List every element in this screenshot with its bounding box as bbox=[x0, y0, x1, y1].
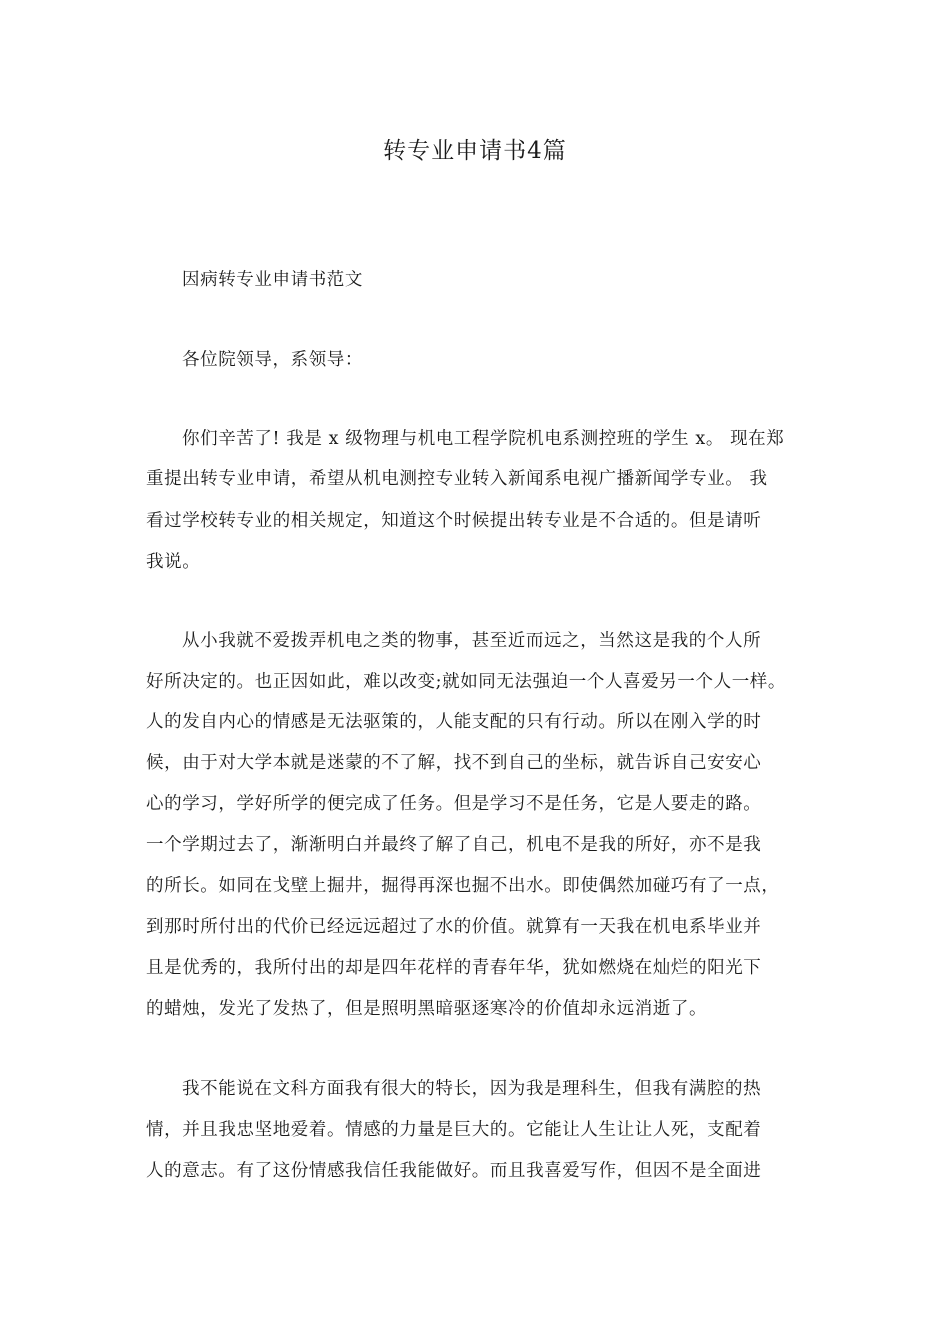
section-heading: 因病转专业申请书范文 bbox=[182, 270, 363, 290]
paragraph-line: 候，由于对大学本就是迷蒙的不了解，找不到自己的坐标，就告诉自己安安心 bbox=[146, 753, 762, 773]
paragraph-line: 我说。 bbox=[146, 552, 201, 572]
paragraph-line: 到那时所付出的代价已经远远超过了水的价值。就算有一天我在机电系毕业并 bbox=[146, 917, 762, 937]
paragraph-line: 从小我就不爱拨弄机电之类的物事，甚至近而远之，当然这是我的个人所 bbox=[182, 631, 762, 651]
paragraph-line: 情，并且我忠坚地爱着。情感的力量是巨大的。它能让人生让让人死，支配着 bbox=[146, 1120, 762, 1140]
paragraph-line: 重提出转专业申请，希望从机电测控专业转入新闻系电视广播新闻学专业。 我 bbox=[146, 469, 768, 489]
salutation: 各位院领导，系领导： bbox=[182, 350, 363, 370]
paragraph-line: 心的学习，学好所学的便完成了任务。但是学习不是任务，它是人要走的路。 bbox=[146, 794, 762, 814]
paragraph-line: 好所决定的。也正因如此，难以改变;就如同无法强迫一个人喜爱另一个人一样。 bbox=[146, 672, 786, 692]
paragraph-line: 且是优秀的，我所付出的却是四年花样的青春年华，犹如燃烧在灿烂的阳光下 bbox=[146, 958, 762, 978]
paragraph-line: 的所长。如同在戈壁上掘井，掘得再深也掘不出水。即使偶然加碰巧有了一点， bbox=[146, 876, 780, 896]
paragraph-line: 人的发自内心的情感是无法驱策的，人能支配的只有行动。所以在刚入学的时 bbox=[146, 712, 762, 732]
paragraph-line: 看过学校转专业的相关规定，知道这个时候提出转专业是不合适的。但是请听 bbox=[146, 511, 762, 531]
paragraph-line: 的蜡烛，发光了发热了，但是照明黑暗驱逐寒冷的价值却永远消逝了。 bbox=[146, 999, 708, 1019]
paragraph-line: 你们辛苦了! 我是 x 级物理与机电工程学院机电系测控班的学生 x。 现在郑 bbox=[182, 429, 785, 449]
document-title: 转专业申请书4篇 bbox=[383, 138, 567, 164]
paragraph-line: 我不能说在文科方面我有很大的特长，因为我是理科生，但我有满腔的热 bbox=[182, 1079, 762, 1099]
paragraph-line: 一个学期过去了，渐渐明白并最终了解了自己，机电不是我的所好，亦不是我 bbox=[146, 835, 762, 855]
paragraph-line: 人的意志。有了这份情感我信任我能做好。而且我喜爱写作，但因不是全面进 bbox=[146, 1161, 762, 1181]
